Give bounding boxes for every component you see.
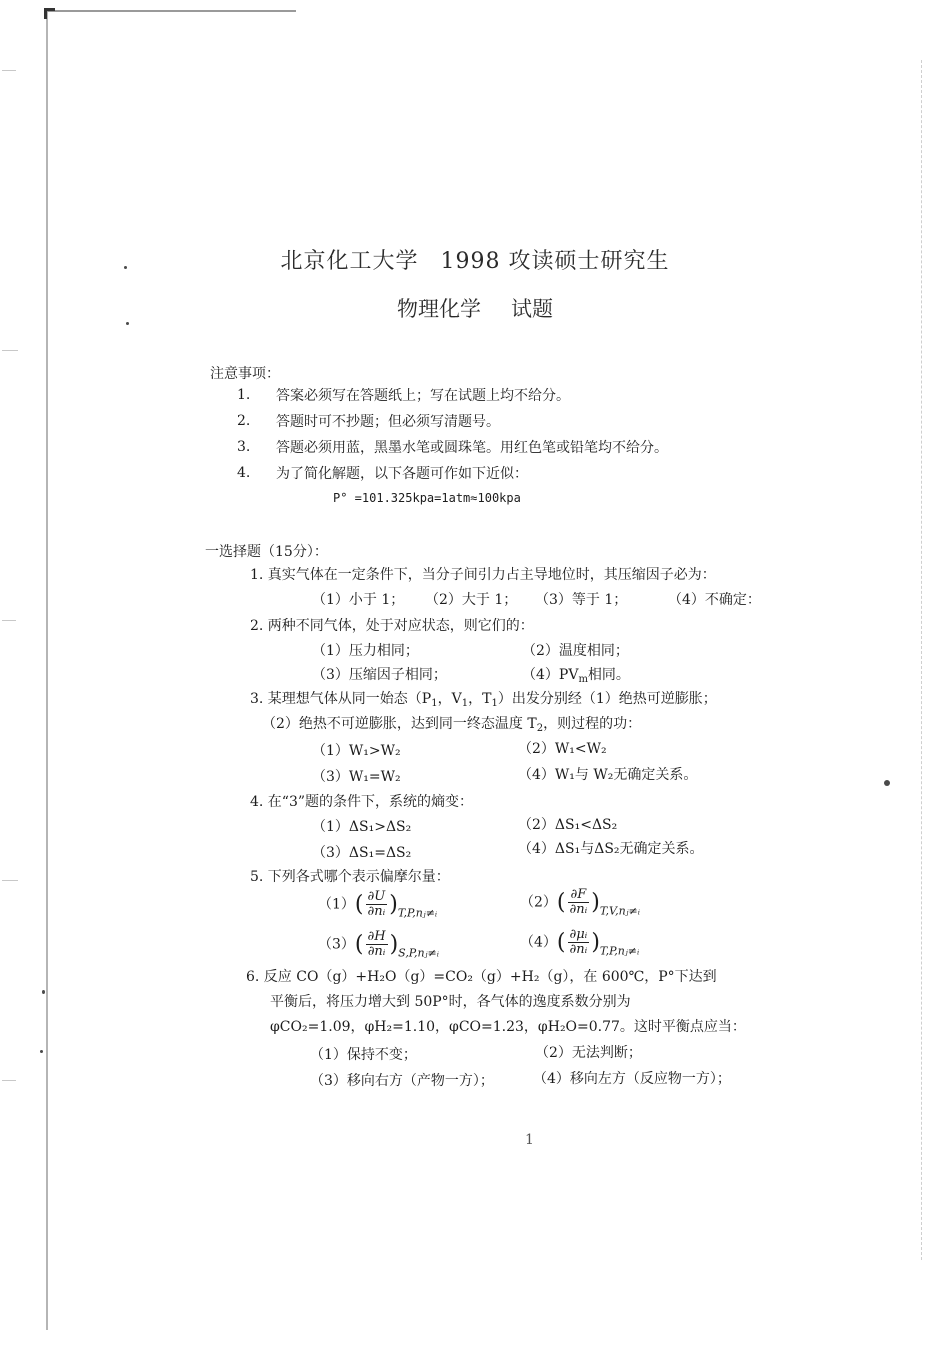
notice-heading: 注意事项： xyxy=(210,366,280,382)
paren-open-icon: ( xyxy=(556,930,566,955)
q5-option-4 xyxy=(520,928,639,958)
q5-label-3: （3） xyxy=(318,936,355,953)
q4-option-3: （3）ΔS₁=ΔS₂ xyxy=(312,845,412,861)
paren-open-icon: ( xyxy=(354,892,364,917)
frac-numerator: ∂U xyxy=(366,890,388,905)
question-4-stem: 4. 在“3”题的条件下，系统的熵变： xyxy=(250,794,474,810)
page-top-edge xyxy=(46,10,296,12)
q3-line2-sub: 2 xyxy=(536,723,544,734)
scan-speck xyxy=(40,1050,43,1053)
q1-option-2: （2）大于 1； xyxy=(425,592,518,608)
scan-speck xyxy=(42,990,45,994)
scan-mark xyxy=(2,880,18,881)
q3-option-1: （1）W₁>W₂ xyxy=(312,743,401,759)
q2-o4-sub: m xyxy=(578,674,588,685)
title-rest: 攻读硕士研究生 xyxy=(508,249,670,274)
q5-label-1: （1） xyxy=(318,896,355,913)
q3-line2-a: （2）绝热不可逆膨胀，达到同一终态温度 T xyxy=(262,716,537,732)
partial-derivative xyxy=(568,928,590,957)
q2-option-2: （2）温度相同； xyxy=(522,643,629,659)
q3-line2-b: ，则过程的功： xyxy=(543,716,642,732)
question-3-stem xyxy=(250,688,717,708)
q3-sub-p: 1 xyxy=(431,698,438,709)
constraint-subscript: T,V,nⱼ≠ᵢ xyxy=(599,904,640,918)
notice-text: 答题必须用蓝，黑墨水笔或圆珠笔。用红色笔或铅笔均不给分。 xyxy=(276,440,668,456)
q1-option-4: （4）不确定： xyxy=(668,592,761,608)
q3-sub-v: 1 xyxy=(461,698,469,709)
q2-option-1: （1）压力相同； xyxy=(312,643,419,659)
question-5-stem: 5. 下列各式哪个表示偏摩尔量： xyxy=(250,869,450,885)
exam-title xyxy=(0,244,950,275)
frac-denominator: ∂nᵢ xyxy=(569,942,588,957)
paren-close-icon: ) xyxy=(389,892,398,917)
question-6-stem: 6. 反应 CO（g）+H₂O（g）=CO₂（g）+H₂（g），在 600℃，P°下达到 xyxy=(246,969,717,985)
q1-option-1: （1）小于 1； xyxy=(312,592,405,608)
q3-stem-c: ，T xyxy=(468,691,492,707)
q2-option-3: （3）压缩因子相同； xyxy=(312,667,447,683)
paren-open-icon: ( xyxy=(354,932,364,957)
q5-label-2: （2） xyxy=(520,894,557,911)
scan-mark xyxy=(2,1080,16,1081)
q6-option-4: （4）移向左方（反应物一方）； xyxy=(533,1071,731,1087)
q4-option-4: （4）ΔS₁与ΔS₂无确定关系。 xyxy=(518,841,704,857)
constraint-subscript: T,P,nⱼ≠ᵢ xyxy=(599,944,640,958)
q5-option-1 xyxy=(318,890,437,920)
q2-o4-pre: （4）PV xyxy=(522,667,579,683)
notice-num: 2. xyxy=(237,413,251,429)
q3-stem-d: ）出发分别经（1）绝热可逆膨胀； xyxy=(497,691,717,707)
partial-derivative xyxy=(366,890,388,919)
q3-option-4: （4）W₁与 W₂无确定关系。 xyxy=(518,767,698,783)
frac-denominator: ∂nᵢ xyxy=(367,944,386,959)
notice-text: 答案必须写在答题纸上；写在试题上均不给分。 xyxy=(276,388,570,404)
subject-name: 物理化学 xyxy=(397,297,481,321)
q1-option-3: （3）等于 1； xyxy=(535,592,628,608)
q3-option-3: （3）W₁=W₂ xyxy=(312,769,401,785)
frac-numerator: ∂H xyxy=(367,929,386,944)
scan-speck xyxy=(884,780,890,786)
frac-denominator: ∂nᵢ xyxy=(367,904,386,919)
page-corner-mark xyxy=(44,8,55,19)
frac-numerator: ∂F xyxy=(568,888,590,903)
title-school: 北京化工大学 xyxy=(280,249,419,274)
notice-text: 答题时可不抄题；但必须写清题号。 xyxy=(276,414,500,430)
notice-num: 4. xyxy=(237,465,251,481)
page-right-edge xyxy=(920,60,922,1260)
q4-option-2: （2）ΔS₁<ΔS₂ xyxy=(518,817,618,833)
q5-option-3 xyxy=(318,930,439,960)
page-left-edge xyxy=(46,10,48,1330)
paren-open-icon: ( xyxy=(556,890,566,915)
partial-derivative xyxy=(568,888,590,917)
frac-numerator: ∂μᵢ xyxy=(569,927,588,942)
question-2-stem: 2. 两种不同气体，处于对应状态，则它们的： xyxy=(250,618,534,634)
constraint-subscript: S,P,nⱼ≠ᵢ xyxy=(398,946,439,960)
title-year: 1998 xyxy=(440,249,501,274)
paren-close-icon: ) xyxy=(591,890,600,915)
paren-close-icon: ) xyxy=(389,932,399,957)
scan-mark xyxy=(2,70,16,71)
notice-num: 1. xyxy=(237,387,251,403)
q5-label-4: （4） xyxy=(520,934,557,951)
page-number: 1 xyxy=(525,1132,534,1148)
section-heading: 一选择题（15分）： xyxy=(205,544,328,560)
q3-stem-b: ，V xyxy=(437,691,462,707)
exam-label: 试题 xyxy=(511,297,553,321)
question-1-stem: 1. 真实气体在一定条件下，当分子间引力占主导地位时，其压缩因子必为： xyxy=(250,567,716,583)
frac-denominator: ∂nᵢ xyxy=(569,902,588,917)
q6-option-2: （2）无法判断； xyxy=(535,1045,642,1061)
q3-option-2: （2）W₁<W₂ xyxy=(518,741,607,757)
q5-option-2 xyxy=(520,888,640,918)
notice-text: 为了简化解题，以下各题可作如下近似： xyxy=(276,466,528,482)
q2-o4-post: 相同。 xyxy=(587,667,630,683)
q6-option-1: （1）保持不变； xyxy=(310,1047,417,1063)
scan-mark xyxy=(2,350,18,351)
q2-option-4 xyxy=(522,664,630,684)
question-6-line3: φCO₂=1.09，φH₂=1.10，φCO=1.23，φH₂O=0.77。这时平衡点应当： xyxy=(270,1019,746,1035)
exam-subtitle xyxy=(0,293,950,323)
q4-option-1: （1）ΔS₁>ΔS₂ xyxy=(312,819,412,835)
paren-close-icon: ) xyxy=(591,930,600,955)
partial-derivative xyxy=(366,930,388,959)
q3-stem-a: 3. 某理想气体从同一始态（P xyxy=(250,691,432,707)
question-6-line2: 平衡后，将压力增大到 50P°时，各气体的逸度系数分别为 xyxy=(270,994,631,1010)
pressure-formula: P° =101.325kpa=1atm≈100kpa xyxy=(333,491,521,505)
scan-mark xyxy=(2,620,16,621)
notice-num: 3. xyxy=(237,439,251,455)
constraint-subscript: T,P,nⱼ≠ᵢ xyxy=(397,906,438,920)
q6-option-3: （3）移向右方（产物一方）； xyxy=(310,1073,494,1089)
question-3-line2 xyxy=(262,713,641,733)
q3-sub-t: 1 xyxy=(491,698,498,709)
